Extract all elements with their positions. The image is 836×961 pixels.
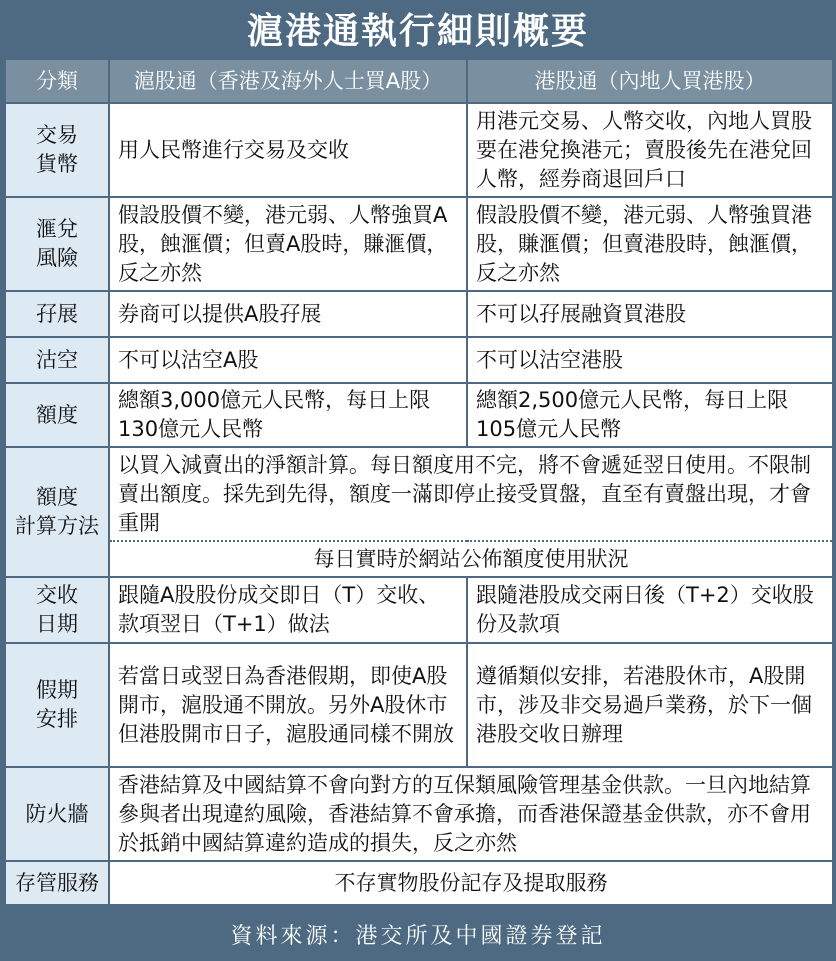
cell-custody-text: 不存實物股份記存及提取服務 xyxy=(109,861,833,905)
row-label-currency xyxy=(5,103,109,197)
row-label-settlement xyxy=(5,577,109,643)
row-holiday xyxy=(5,643,833,767)
row-short xyxy=(5,337,833,383)
row-quota-calc-sub xyxy=(5,541,833,577)
row-firewall xyxy=(5,767,833,861)
row-label-text: 交易 貨幣 xyxy=(36,123,78,176)
row-fx-risk xyxy=(5,197,833,291)
row-settlement xyxy=(5,577,833,643)
row-custody xyxy=(5,861,833,905)
header-category: 分類 xyxy=(5,59,109,103)
row-label-fx-risk xyxy=(5,197,109,291)
row-label-margin: 孖展 xyxy=(5,291,109,337)
row-currency xyxy=(5,103,833,197)
row-label-custody: 存管服務 xyxy=(5,861,109,905)
row-label-text: 交收 日期 xyxy=(36,583,78,636)
rules-table xyxy=(4,58,834,906)
cell-settlement-southbound: 跟隨港股成交兩日後（T+2）交收股份及款項 xyxy=(467,577,833,643)
row-quota-calc xyxy=(5,447,833,541)
row-quota xyxy=(5,383,833,447)
cell-margin-northbound: 券商可以提供A股孖展 xyxy=(109,291,467,337)
row-label-short: 沽空 xyxy=(5,337,109,383)
row-label-holiday xyxy=(5,643,109,767)
table-header-row xyxy=(5,59,833,103)
cell-firewall-text: 香港結算及中國結算不會向對方的互保類風險管理基金供款。一旦內地結算參與者出現違約風險，香港結算不會承擔，而香港保證基金供款，亦不會用於抵銷中國結算違約造成的損失，反之亦然 xyxy=(109,767,833,861)
cell-fx-risk-northbound: 假設股價不變，港元弱、人幣強買A股，蝕滙價；但賣A股時，賺滙價，反之亦然 xyxy=(109,197,467,291)
cell-fx-risk-southbound: 假設股價不變，港元弱、人幣強買港股，賺滙價；但賣港股時，蝕滙價，反之亦然 xyxy=(467,197,833,291)
row-label-quota-calc xyxy=(5,447,109,577)
cell-margin-southbound: 不可以孖展融資買港股 xyxy=(467,291,833,337)
header-southbound: 港股通（內地人買港股） xyxy=(467,59,833,103)
cell-quota-calc-sub: 每日實時於網站公佈額度使用狀況 xyxy=(109,541,833,577)
cell-holiday-southbound: 遵循類似安排，若港股休市，A股開市，涉及非交易過戶業務，於下一個港股交收日辦理 xyxy=(467,643,833,767)
row-label-text: 額度 計算方法 xyxy=(15,485,99,538)
cell-holiday-northbound: 若當日或翌日為香港假期，即使A股開市，滬股通不開放。另外A股休市但港股開市日子，滬股通同樣不開放 xyxy=(109,643,467,767)
source-note: 資料來源：港交所及中國證券登記 xyxy=(230,924,606,949)
cell-settlement-northbound: 跟隨A股股份成交即日（T）交收、款項翌日（T+1）做法 xyxy=(109,577,467,643)
header-northbound: 滬股通（香港及海外人士買A股） xyxy=(109,59,467,103)
cell-currency-northbound: 用人民幣進行交易及交收 xyxy=(109,103,467,197)
cell-short-southbound: 不可以沽空港股 xyxy=(467,337,833,383)
cell-quota-northbound: 總額3,000億元人民幣，每日上限130億元人民幣 xyxy=(109,383,467,447)
row-label-quota: 額度 xyxy=(5,383,109,447)
cell-currency-southbound: 用港元交易、人幣交收，內地人買股要在港兌換港元；賣股後先在港兌回人幣，經券商退回戶口 xyxy=(467,103,833,197)
row-margin xyxy=(5,291,833,337)
cell-short-northbound: 不可以沽空A股 xyxy=(109,337,467,383)
page-title: 滬港通執行細則概要 xyxy=(246,9,589,52)
row-label-text: 假期 安排 xyxy=(36,678,78,731)
row-label-text: 滙兌 風險 xyxy=(36,217,78,270)
row-label-firewall: 防火牆 xyxy=(5,767,109,861)
cell-quota-calc-text: 以買入減賣出的淨額計算。每日額度用不完，將不會遞延翌日使用。不限制賣出額度。採先到先得，額度一滿即停止接受買盤，直至有賣盤出現，才會重開 xyxy=(109,447,833,541)
cell-quota-southbound: 總額2,500億元人民幣，每日上限105億元人民幣 xyxy=(467,383,833,447)
